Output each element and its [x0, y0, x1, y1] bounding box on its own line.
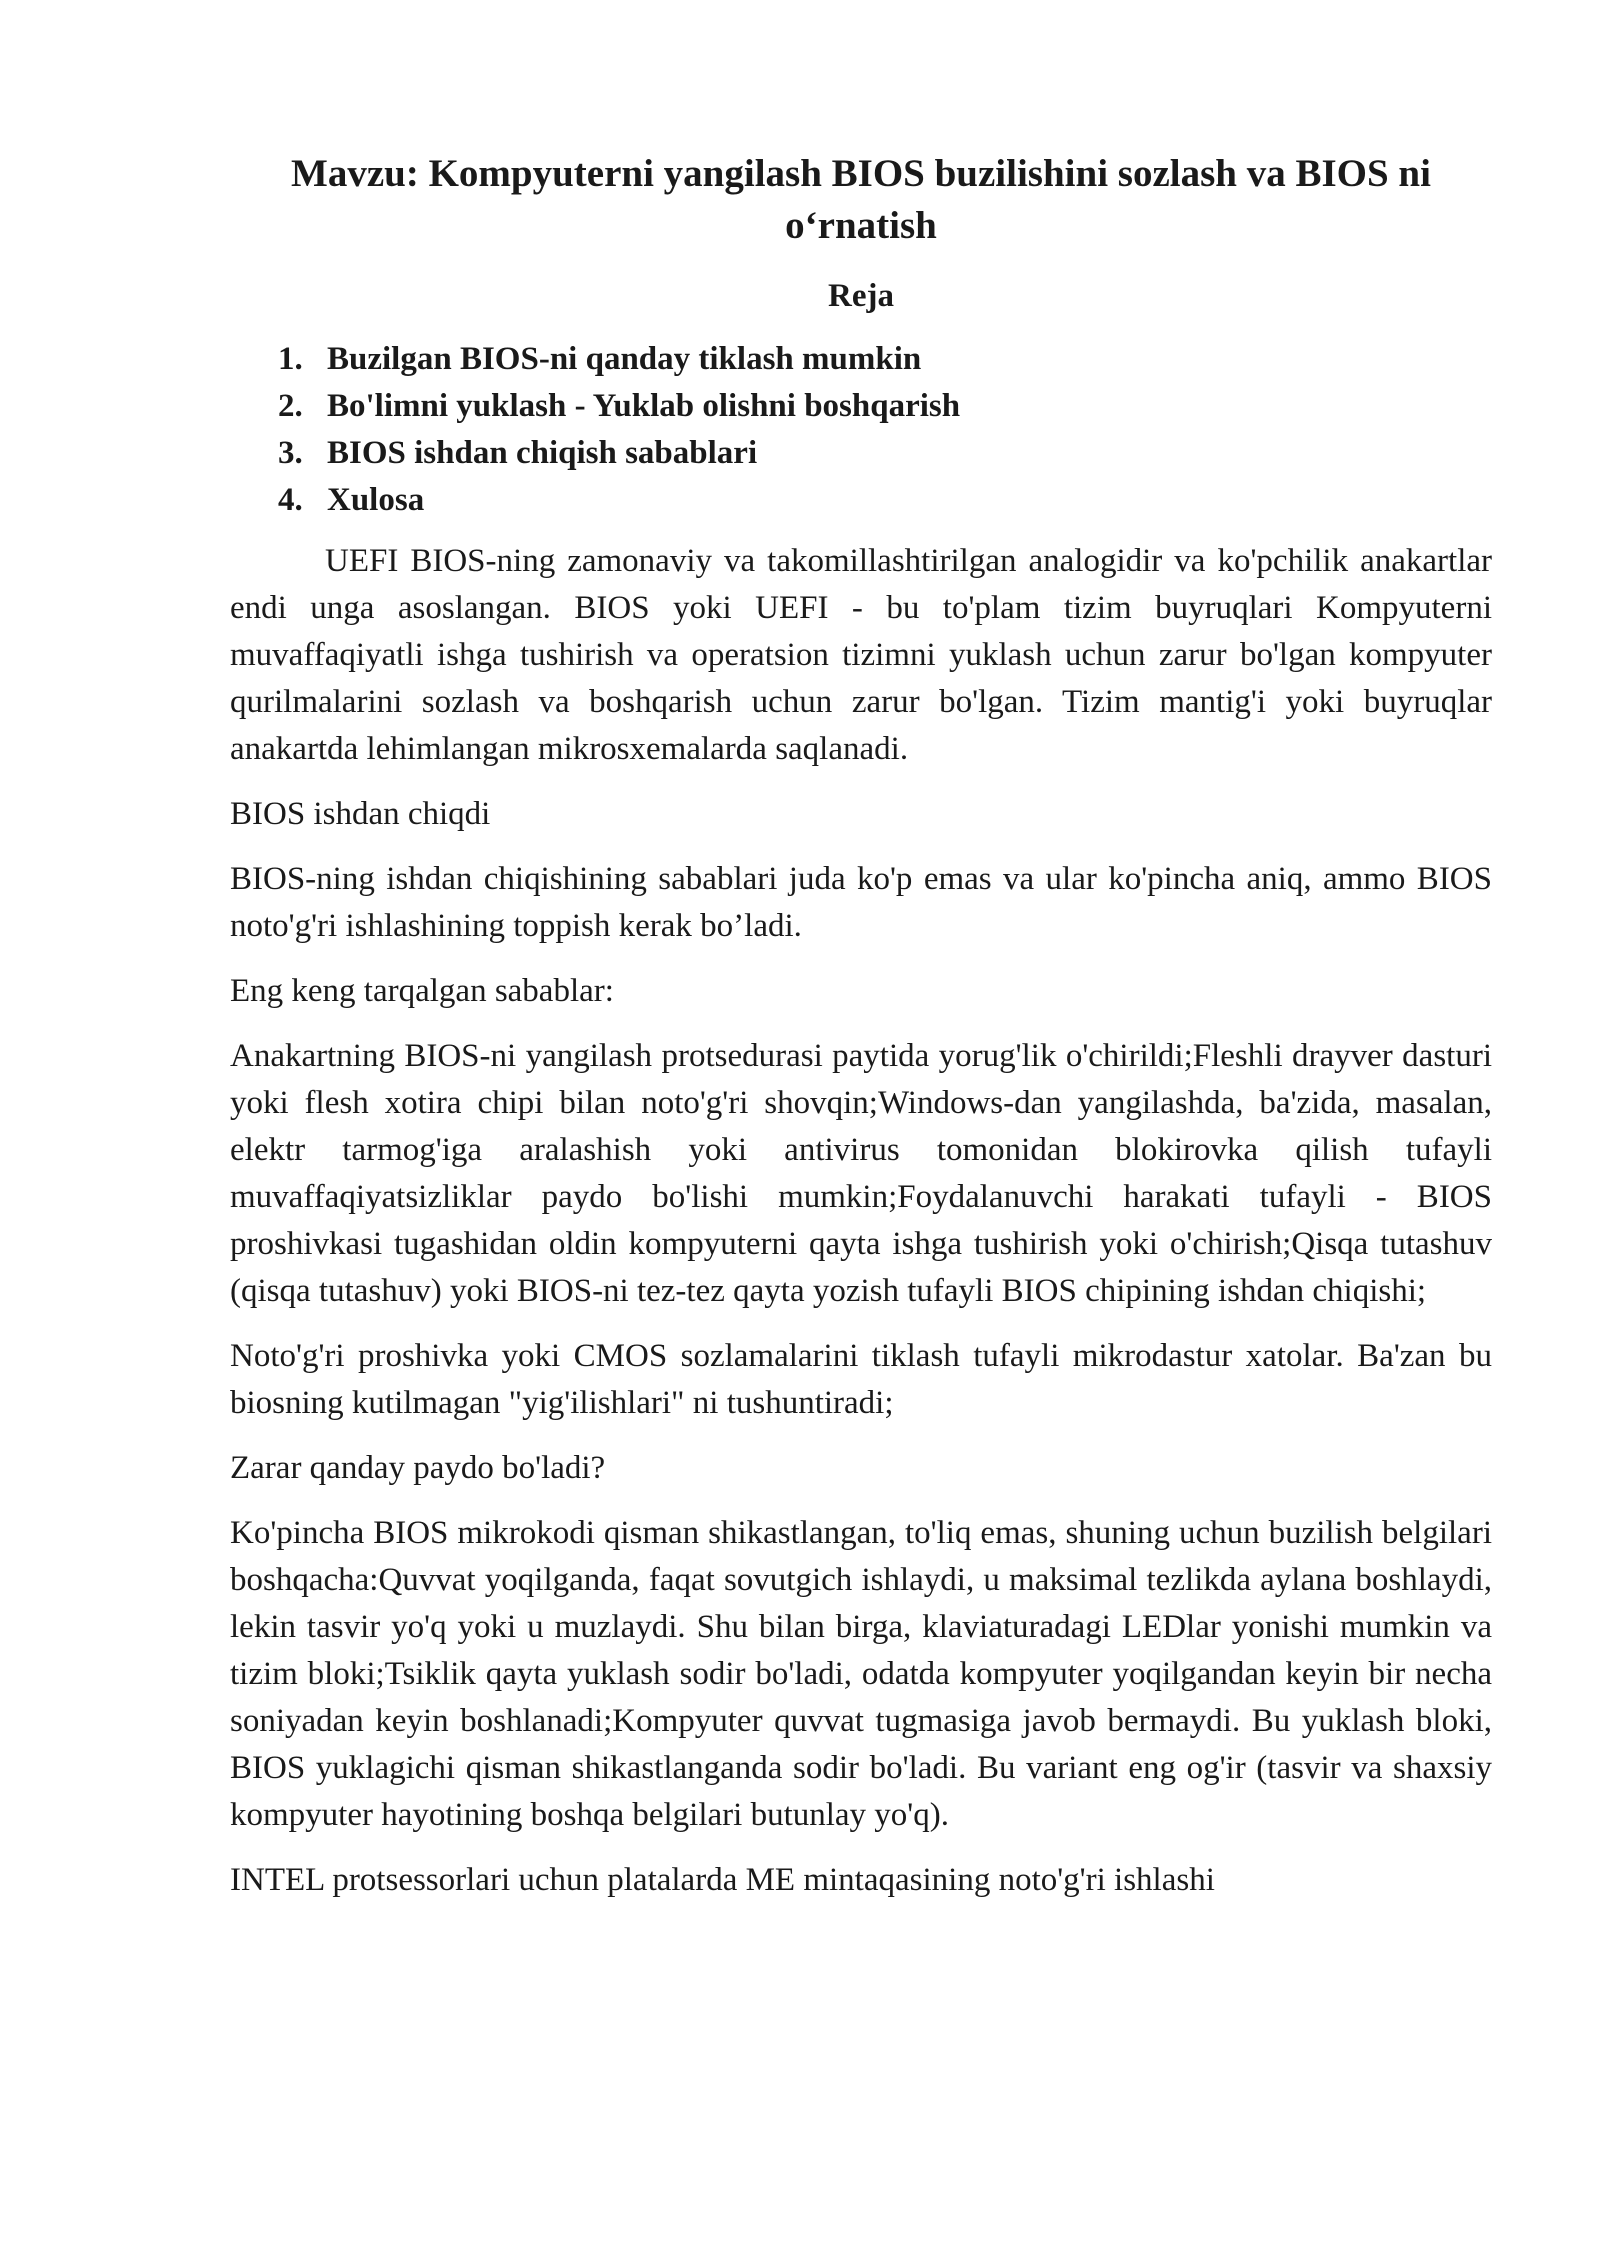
plan-item [230, 477, 1492, 524]
plan-item-text: BIOS ishdan chiqish sabablari [327, 435, 758, 471]
body-paragraph: Anakartning BIOS-ni yangilash protsedurasi paytida yorug'lik o'chirildi;Fleshli drayver dasturi yoki flesh xotira chipi bilan noto'g'ri shovqin;Windows-dan yangilashda, ba'zida, masalan, elektr tarmog'iga aralashish yoki antivirus tomonidan blokirovka qilish tufayli muvaffaqiyatsizliklar paydo bo'lishi mumkin;Foydalanuvchi harakati tufayli - BIOS proshivkasi tugashidan oldin kompyuterni qayta ishga tushirish yoki o'chirish;Qisqa tutashuv (qisqa tutashuv) yoki BIOS-ni tez-tez qayta yozish tufayli BIOS chipining ishdan chiqishi; [230, 1038, 1492, 1309]
document-content [230, 148, 1492, 1904]
body-paragraph: Ko'pincha BIOS mikrokodi qisman shikastlangan, to'liq emas, shuning uchun buzilish belgilari boshqacha:Quvvat yoqilganda, faqat sovutgich ishlaydi, u maksimal tezlikda aylana boshlaydi, lekin tasvir yo'q yoki u muzlaydi. Shu bilan birga, klaviaturadagi LEDlar yonishi mumkin va tizim bloki;Tsiklik qayta yuklash sodir bo'ladi, odatda kompyuter yoqilgandan keyin bir necha soniyadan keyin boshlanadi;Kompyuter quvvat tugmasiga javob bermaydi. Bu yuklash bloki, BIOS yuklagichi qisman shikastlanganda sodir bo'ladi. Bu variant eng og'ir (tasvir va shaxsiy kompyuter hayotining boshqa belgilari butunlay yo'q). [230, 1515, 1492, 1833]
section-heading-intel-me: INTEL protsessorlari uchun platalarda ME mintaqasining noto'g'ri ishlashi [230, 1862, 1215, 1898]
section-heading-common-causes: Eng keng tarqalgan sabablar: [230, 973, 614, 1009]
plan-item-text: Bo'limni yuklash - Yuklab olishni boshqarish [327, 388, 961, 424]
plan-item [230, 383, 1492, 430]
plan-list [230, 336, 1492, 524]
intro-paragraph: UEFI BIOS-ning zamonaviy va takomillashtirilgan analogidir va ko'pchilik anakartlar endi unga asoslangan. BIOS yoki UEFI - bu to'plam tizim buyruqlari Kompyuterni muvaffaqiyatli ishga tushirish va operatsion tizimni yuklash uchun zarur bo'lgan kompyuter qurilmalarini sozlash va boshqarish uchun zarur bo'lgan. Tizim mantig'i yoki buyruqlar anakartda lehimlangan mikrosxemalarda saqlanadi. [230, 543, 1492, 767]
body-paragraph: BIOS-ning ishdan chiqishining sabablari juda ko'p emas va ular ko'pincha aniq, ammo BIOS noto'g'ri ishlashining toppish kerak bo’ladi. [230, 861, 1492, 944]
section-heading-bios-failure: BIOS ishdan chiqdi [230, 796, 491, 832]
plan-item [230, 430, 1492, 477]
plan-heading: Reja [828, 278, 894, 314]
plan-item-number: 3. [278, 435, 303, 471]
plan-item-text: Xulosa [327, 482, 425, 518]
plan-item-number: 1. [278, 341, 303, 377]
plan-item-number: 2. [278, 388, 303, 424]
body-paragraph: Noto'g'ri proshivka yoki CMOS sozlamalarini tiklash tufayli mikrodastur xatolar. Ba'zan bu biosning kutilmagan "yig'ilishlari" ni tushuntiradi; [230, 1338, 1492, 1421]
plan-item-number: 4. [278, 482, 303, 518]
plan-item [230, 336, 1492, 383]
section-heading-damage: Zarar qanday paydo bo'ladi? [230, 1450, 606, 1486]
document-title: Mavzu: Kompyuterni yangilash BIOS buzilishini sozlash va BIOS ni o‘rnatish [291, 152, 1431, 247]
plan-item-text: Buzilgan BIOS-ni qanday tiklash mumkin [327, 341, 922, 377]
